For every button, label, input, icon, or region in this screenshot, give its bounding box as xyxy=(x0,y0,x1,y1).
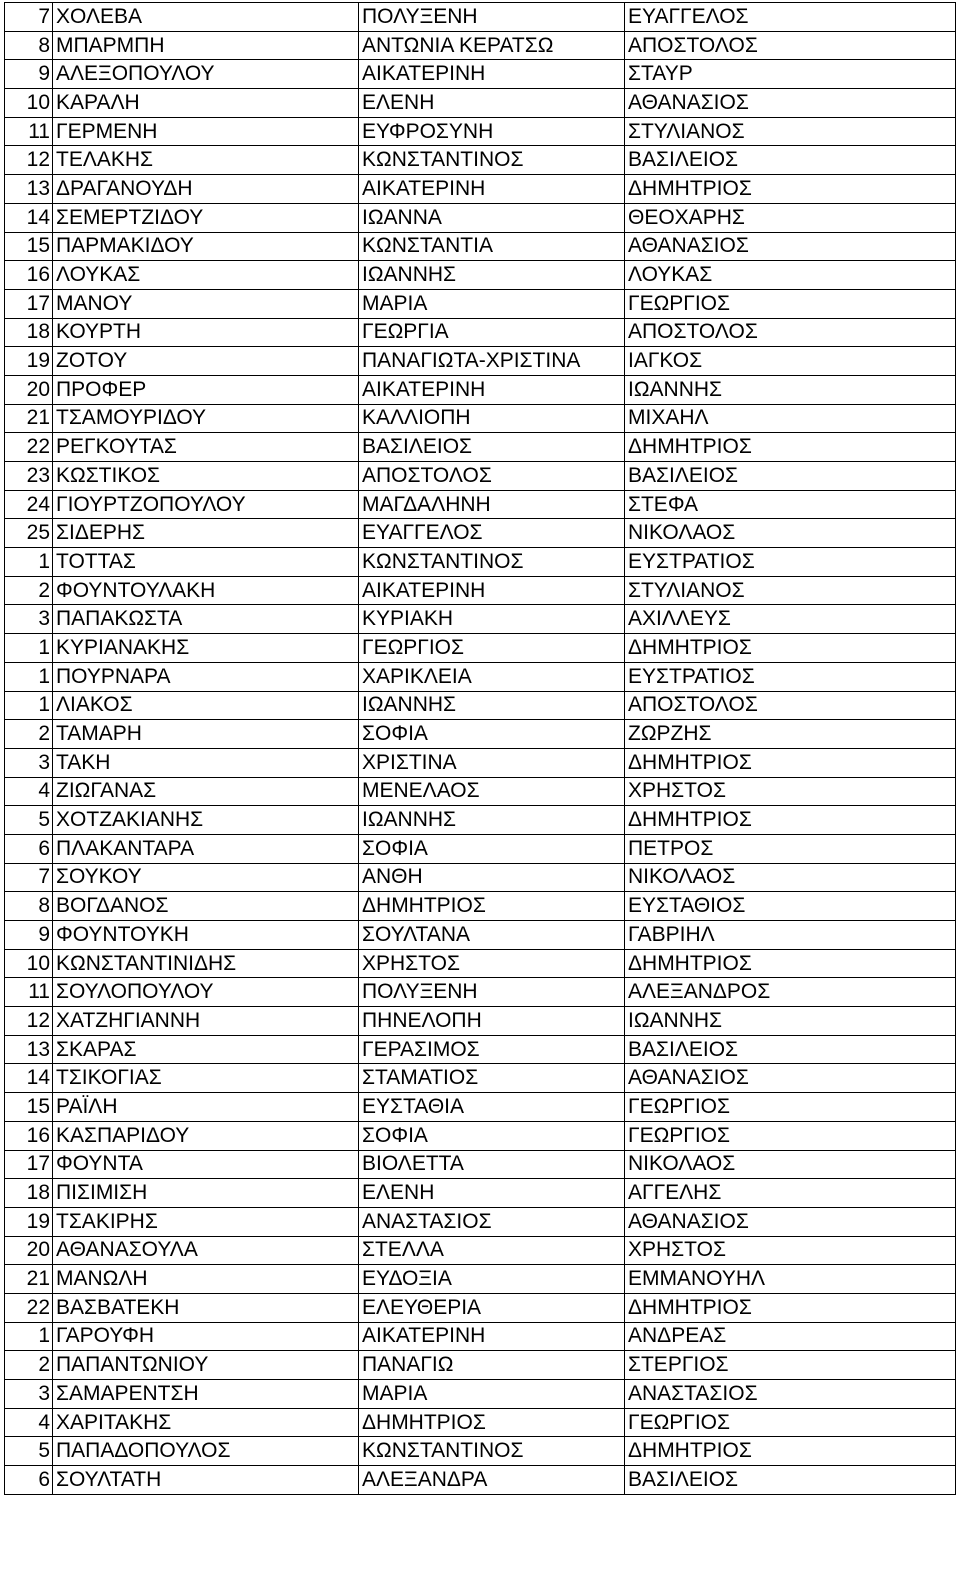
father-name-cell: ΔΗΜΗΤΡΙΟΣ xyxy=(625,949,956,978)
first-name-cell: ΙΩΑΝΝΗΣ xyxy=(359,261,625,290)
surname-cell: ΣΚΑΡΑΣ xyxy=(53,1035,359,1064)
surname-cell: ΠΡΟΦΕΡ xyxy=(53,375,359,404)
row-number-cell: 21 xyxy=(5,404,53,433)
surname-cell: ΚΩΝΣΤΑΝΤΙΝΙΔΗΣ xyxy=(53,949,359,978)
surname-cell: ΦΟΥΝΤΟΥΚΗ xyxy=(53,921,359,950)
table-row xyxy=(5,1064,956,1093)
father-name-cell: ΒΑΣΙΛΕΙΟΣ xyxy=(625,146,956,175)
table-row xyxy=(5,318,956,347)
surname-cell: ΣΟΥΛΤΑΤΗ xyxy=(53,1466,359,1495)
surname-cell: ΚΟΥΡΤΗ xyxy=(53,318,359,347)
row-number-cell: 2 xyxy=(5,576,53,605)
row-number-cell: 9 xyxy=(5,60,53,89)
first-name-cell: ΠΑΝΑΓΙΩΤΑ-ΧΡΙΣΤΙΝΑ xyxy=(359,347,625,376)
father-name-cell: ΣΤΑΥΡ xyxy=(625,60,956,89)
father-name-cell: ΑΓΓΕΛΗΣ xyxy=(625,1179,956,1208)
table-row xyxy=(5,289,956,318)
table-row xyxy=(5,1093,956,1122)
father-name-cell: ΕΥΑΓΓΕΛΟΣ xyxy=(625,3,956,32)
row-number-cell: 1 xyxy=(5,548,53,577)
table-row xyxy=(5,892,956,921)
row-number-cell: 16 xyxy=(5,261,53,290)
surname-cell: ΒΑΣΒΑΤΕΚΗ xyxy=(53,1293,359,1322)
father-name-cell: ΕΥΣΤΡΑΤΙΟΣ xyxy=(625,662,956,691)
first-name-cell: ΑΠΟΣΤΟΛΟΣ xyxy=(359,462,625,491)
table-row xyxy=(5,203,956,232)
table-row xyxy=(5,1293,956,1322)
row-number-cell: 4 xyxy=(5,1408,53,1437)
table-row xyxy=(5,347,956,376)
father-name-cell: ΣΤΥΛΙΑΝΟΣ xyxy=(625,576,956,605)
father-name-cell: ΑΘΑΝΑΣΙΟΣ xyxy=(625,232,956,261)
first-name-cell: ΣΟΦΙΑ xyxy=(359,1121,625,1150)
father-name-cell: ΑΝΑΣΤΑΣΙΟΣ xyxy=(625,1380,956,1409)
row-number-cell: 5 xyxy=(5,1437,53,1466)
first-name-cell: ΑΙΚΑΤΕΡΙΝΗ xyxy=(359,175,625,204)
row-number-cell: 13 xyxy=(5,1035,53,1064)
first-name-cell: ΓΕΩΡΓΙΑ xyxy=(359,318,625,347)
table-row xyxy=(5,1007,956,1036)
row-number-cell: 5 xyxy=(5,806,53,835)
first-name-cell: ΚΩΝΣΤΑΝΤΙΝΟΣ xyxy=(359,548,625,577)
table-row xyxy=(5,1322,956,1351)
father-name-cell: ΙΩΑΝΝΗΣ xyxy=(625,375,956,404)
surname-cell: ΦΟΥΝΤΑ xyxy=(53,1150,359,1179)
row-number-cell: 3 xyxy=(5,748,53,777)
father-name-cell: ΧΡΗΣΤΟΣ xyxy=(625,777,956,806)
row-number-cell: 21 xyxy=(5,1265,53,1294)
first-name-cell: ΠΟΛΥΞΕΝΗ xyxy=(359,3,625,32)
father-name-cell: ΓΑΒΡΙΗΛ xyxy=(625,921,956,950)
first-name-cell: ΜΑΡΙΑ xyxy=(359,1380,625,1409)
first-name-cell: ΕΛΕΝΗ xyxy=(359,1179,625,1208)
surname-cell: ΓΑΡΟΥΦΗ xyxy=(53,1322,359,1351)
father-name-cell: ΙΩΑΝΝΗΣ xyxy=(625,1007,956,1036)
table-row xyxy=(5,60,956,89)
surname-cell: ΔΡΑΓΑΝΟΥΔΗ xyxy=(53,175,359,204)
surname-cell: ΧΑΤΖΗΓΙΑΝΝΗ xyxy=(53,1007,359,1036)
father-name-cell: ΒΑΣΙΛΕΙΟΣ xyxy=(625,1466,956,1495)
father-name-cell: ΝΙΚΟΛΑΟΣ xyxy=(625,863,956,892)
table-row xyxy=(5,375,956,404)
row-number-cell: 14 xyxy=(5,1064,53,1093)
table-row xyxy=(5,146,956,175)
surname-cell: ΤΑΚΗ xyxy=(53,748,359,777)
first-name-cell: ΜΕΝΕΛΑΟΣ xyxy=(359,777,625,806)
table-row xyxy=(5,777,956,806)
father-name-cell: ΑΘΑΝΑΣΙΟΣ xyxy=(625,1207,956,1236)
surname-cell: ΤΕΛΑΚΗΣ xyxy=(53,146,359,175)
row-number-cell: 4 xyxy=(5,777,53,806)
row-number-cell: 1 xyxy=(5,634,53,663)
surname-cell: ΤΣΙΚΟΓΙΑΣ xyxy=(53,1064,359,1093)
first-name-cell: ΠΗΝΕΛΟΠΗ xyxy=(359,1007,625,1036)
father-name-cell: ΖΩΡΖΗΣ xyxy=(625,720,956,749)
table-row xyxy=(5,462,956,491)
surname-cell: ΣΑΜΑΡΕΝΤΣΗ xyxy=(53,1380,359,1409)
table-row xyxy=(5,261,956,290)
surname-cell: ΚΑΡΑΛΗ xyxy=(53,89,359,118)
row-number-cell: 23 xyxy=(5,462,53,491)
row-number-cell: 15 xyxy=(5,1093,53,1122)
surname-cell: ΜΠΑΡΜΠΗ xyxy=(53,31,359,60)
first-name-cell: ΓΕΡΑΣΙΜΟΣ xyxy=(359,1035,625,1064)
first-name-cell: ΑΙΚΑΤΕΡΙΝΗ xyxy=(359,60,625,89)
first-name-cell: ΙΩΑΝΝΑ xyxy=(359,203,625,232)
first-name-cell: ΜΑΡΙΑ xyxy=(359,289,625,318)
first-name-cell: ΧΑΡΙΚΛΕΙΑ xyxy=(359,662,625,691)
row-number-cell: 18 xyxy=(5,1179,53,1208)
table-row xyxy=(5,834,956,863)
table-row xyxy=(5,1265,956,1294)
father-name-cell: ΕΥΣΤΑΘΙΟΣ xyxy=(625,892,956,921)
first-name-cell: ΑΝΑΣΤΑΣΙΟΣ xyxy=(359,1207,625,1236)
father-name-cell: ΣΤΕΡΓΙΟΣ xyxy=(625,1351,956,1380)
names-table xyxy=(4,2,956,1495)
row-number-cell: 1 xyxy=(5,662,53,691)
first-name-cell: ΧΡΙΣΤΙΝΑ xyxy=(359,748,625,777)
surname-cell: ΡΑΪΛΗ xyxy=(53,1093,359,1122)
row-number-cell: 10 xyxy=(5,89,53,118)
surname-cell: ΓΙΟΥΡΤΖΟΠΟΥΛΟΥ xyxy=(53,490,359,519)
surname-cell: ΤΑΜΑΡΗ xyxy=(53,720,359,749)
row-number-cell: 17 xyxy=(5,289,53,318)
surname-cell: ΑΘΑΝΑΣΟΥΛΑ xyxy=(53,1236,359,1265)
father-name-cell: ΑΠΟΣΤΟΛΟΣ xyxy=(625,691,956,720)
table-row xyxy=(5,175,956,204)
father-name-cell: ΕΥΣΤΡΑΤΙΟΣ xyxy=(625,548,956,577)
table-row xyxy=(5,748,956,777)
surname-cell: ΠΙΣΙΜΙΣΗ xyxy=(53,1179,359,1208)
father-name-cell: ΓΕΩΡΓΙΟΣ xyxy=(625,1408,956,1437)
row-number-cell: 20 xyxy=(5,1236,53,1265)
table-row xyxy=(5,1121,956,1150)
table-row xyxy=(5,1207,956,1236)
father-name-cell: ΣΤΥΛΙΑΝΟΣ xyxy=(625,117,956,146)
surname-cell: ΣΟΥΛΟΠΟΥΛΟΥ xyxy=(53,978,359,1007)
father-name-cell: ΝΙΚΟΛΑΟΣ xyxy=(625,519,956,548)
father-name-cell: ΑΠΟΣΤΟΛΟΣ xyxy=(625,31,956,60)
father-name-cell: ΛΟΥΚΑΣ xyxy=(625,261,956,290)
row-number-cell: 7 xyxy=(5,863,53,892)
row-number-cell: 13 xyxy=(5,175,53,204)
row-number-cell: 11 xyxy=(5,117,53,146)
first-name-cell: ΕΥΑΓΓΕΛΟΣ xyxy=(359,519,625,548)
surname-cell: ΧΟΛΕΒΑ xyxy=(53,3,359,32)
first-name-cell: ΓΕΩΡΓΙΟΣ xyxy=(359,634,625,663)
father-name-cell: ΜΙΧΑΗΛ xyxy=(625,404,956,433)
father-name-cell: ΑΠΟΣΤΟΛΟΣ xyxy=(625,318,956,347)
first-name-cell: ΣΟΦΙΑ xyxy=(359,720,625,749)
row-number-cell: 12 xyxy=(5,146,53,175)
first-name-cell: ΔΗΜΗΤΡΙΟΣ xyxy=(359,892,625,921)
first-name-cell: ΠΟΛΥΞΕΝΗ xyxy=(359,978,625,1007)
first-name-cell: ΑΙΚΑΤΕΡΙΝΗ xyxy=(359,1322,625,1351)
first-name-cell: ΕΛΕΥΘΕΡΙΑ xyxy=(359,1293,625,1322)
table-row xyxy=(5,1380,956,1409)
row-number-cell: 2 xyxy=(5,1351,53,1380)
father-name-cell: ΒΑΣΙΛΕΙΟΣ xyxy=(625,1035,956,1064)
table-row xyxy=(5,1351,956,1380)
father-name-cell: ΣΤΕΦΑ xyxy=(625,490,956,519)
father-name-cell: ΓΕΩΡΓΙΟΣ xyxy=(625,1093,956,1122)
table-row xyxy=(5,1035,956,1064)
first-name-cell: ΠΑΝΑΓΙΩ xyxy=(359,1351,625,1380)
row-number-cell: 10 xyxy=(5,949,53,978)
row-number-cell: 6 xyxy=(5,1466,53,1495)
row-number-cell: 18 xyxy=(5,318,53,347)
father-name-cell: ΔΗΜΗΤΡΙΟΣ xyxy=(625,1293,956,1322)
row-number-cell: 17 xyxy=(5,1150,53,1179)
first-name-cell: ΜΑΓΔΑΛΗΝΗ xyxy=(359,490,625,519)
table-row xyxy=(5,1179,956,1208)
table-row xyxy=(5,548,956,577)
first-name-cell: ΣΟΥΛΤΑΝΑ xyxy=(359,921,625,950)
table-row xyxy=(5,1150,956,1179)
table-row xyxy=(5,605,956,634)
table-row xyxy=(5,433,956,462)
first-name-cell: ΕΥΦΡΟΣΥΝΗ xyxy=(359,117,625,146)
first-name-cell: ΚΥΡΙΑΚΗ xyxy=(359,605,625,634)
father-name-cell: ΧΡΗΣΤΟΣ xyxy=(625,1236,956,1265)
surname-cell: ΚΑΣΠΑΡΙΔΟΥ xyxy=(53,1121,359,1150)
father-name-cell: ΔΗΜΗΤΡΙΟΣ xyxy=(625,433,956,462)
row-number-cell: 22 xyxy=(5,1293,53,1322)
father-name-cell: ΔΗΜΗΤΡΙΟΣ xyxy=(625,806,956,835)
first-name-cell: ΕΥΣΤΑΘΙΑ xyxy=(359,1093,625,1122)
father-name-cell: ΘΕΟΧΑΡΗΣ xyxy=(625,203,956,232)
first-name-cell: ΒΙΟΛΕΤΤΑ xyxy=(359,1150,625,1179)
surname-cell: ΣΟΥΚΟΥ xyxy=(53,863,359,892)
first-name-cell: ΙΩΑΝΝΗΣ xyxy=(359,691,625,720)
row-number-cell: 1 xyxy=(5,691,53,720)
table-row xyxy=(5,978,956,1007)
father-name-cell: ΓΕΩΡΓΙΟΣ xyxy=(625,1121,956,1150)
first-name-cell: ΚΩΝΣΤΑΝΤΙΝΟΣ xyxy=(359,1437,625,1466)
father-name-cell: ΙΑΓΚΟΣ xyxy=(625,347,956,376)
surname-cell: ΠΟΥΡΝΑΡΑ xyxy=(53,662,359,691)
table-row xyxy=(5,1466,956,1495)
surname-cell: ΠΛΑΚΑΝΤΑΡΑ xyxy=(53,834,359,863)
surname-cell: ΠΑΡΜΑΚΙΔΟΥ xyxy=(53,232,359,261)
first-name-cell: ΑΝΘΗ xyxy=(359,863,625,892)
father-name-cell: ΔΗΜΗΤΡΙΟΣ xyxy=(625,634,956,663)
table-row xyxy=(5,404,956,433)
first-name-cell: ΕΥΔΟΞΙΑ xyxy=(359,1265,625,1294)
row-number-cell: 22 xyxy=(5,433,53,462)
father-name-cell: ΓΕΩΡΓΙΟΣ xyxy=(625,289,956,318)
surname-cell: ΖΙΩΓΑΝΑΣ xyxy=(53,777,359,806)
table-row xyxy=(5,1408,956,1437)
table-row xyxy=(5,1236,956,1265)
surname-cell: ΖΟΤΟΥ xyxy=(53,347,359,376)
table-row xyxy=(5,863,956,892)
row-number-cell: 19 xyxy=(5,1207,53,1236)
father-name-cell: ΑΛΕΞΑΝΔΡΟΣ xyxy=(625,978,956,1007)
first-name-cell: ΧΡΗΣΤΟΣ xyxy=(359,949,625,978)
row-number-cell: 25 xyxy=(5,519,53,548)
row-number-cell: 8 xyxy=(5,892,53,921)
surname-cell: ΓΕΡΜΕΝΗ xyxy=(53,117,359,146)
father-name-cell: ΑΘΑΝΑΣΙΟΣ xyxy=(625,1064,956,1093)
first-name-cell: ΚΑΛΛΙΟΠΗ xyxy=(359,404,625,433)
surname-cell: ΑΛΕΞΟΠΟΥΛΟΥ xyxy=(53,60,359,89)
first-name-cell: ΑΛΕΞΑΝΔΡΑ xyxy=(359,1466,625,1495)
father-name-cell: ΑΘΑΝΑΣΙΟΣ xyxy=(625,89,956,118)
row-number-cell: 8 xyxy=(5,31,53,60)
surname-cell: ΦΟΥΝΤΟΥΛΑΚΗ xyxy=(53,576,359,605)
row-number-cell: 19 xyxy=(5,347,53,376)
table-row xyxy=(5,691,956,720)
father-name-cell: ΑΧΙΛΛΕΥΣ xyxy=(625,605,956,634)
surname-cell: ΤΣΑΚΙΡΗΣ xyxy=(53,1207,359,1236)
surname-cell: ΡΕΓΚΟΥΤΑΣ xyxy=(53,433,359,462)
surname-cell: ΛΟΥΚΑΣ xyxy=(53,261,359,290)
father-name-cell: ΕΜΜΑΝΟΥΗΛ xyxy=(625,1265,956,1294)
first-name-cell: ΒΑΣΙΛΕΙΟΣ xyxy=(359,433,625,462)
first-name-cell: ΣΤΕΛΛΑ xyxy=(359,1236,625,1265)
surname-cell: ΜΑΝΟΥ xyxy=(53,289,359,318)
table-row xyxy=(5,3,956,32)
table-row xyxy=(5,31,956,60)
surname-cell: ΧΟΤΖΑΚΙΑΝΗΣ xyxy=(53,806,359,835)
surname-cell: ΣΙΔΕΡΗΣ xyxy=(53,519,359,548)
first-name-cell: ΔΗΜΗΤΡΙΟΣ xyxy=(359,1408,625,1437)
father-name-cell: ΑΝΔΡΕΑΣ xyxy=(625,1322,956,1351)
row-number-cell: 6 xyxy=(5,834,53,863)
surname-cell: ΠΑΠΑΚΩΣΤΑ xyxy=(53,605,359,634)
table-row xyxy=(5,89,956,118)
first-name-cell: ΕΛΕΝΗ xyxy=(359,89,625,118)
row-number-cell: 2 xyxy=(5,720,53,749)
row-number-cell: 12 xyxy=(5,1007,53,1036)
table-row xyxy=(5,921,956,950)
surname-cell: ΛΙΑΚΟΣ xyxy=(53,691,359,720)
names-table-body xyxy=(5,3,956,1495)
row-number-cell: 20 xyxy=(5,375,53,404)
first-name-cell: ΑΝΤΩΝΙΑ ΚΕΡΑΤΣΩ xyxy=(359,31,625,60)
surname-cell: ΧΑΡΙΤΑΚΗΣ xyxy=(53,1408,359,1437)
father-name-cell: ΔΗΜΗΤΡΙΟΣ xyxy=(625,175,956,204)
row-number-cell: 14 xyxy=(5,203,53,232)
table-row xyxy=(5,490,956,519)
first-name-cell: ΚΩΝΣΤΑΝΤΙΝΟΣ xyxy=(359,146,625,175)
surname-cell: ΤΣΑΜΟΥΡΙΔΟΥ xyxy=(53,404,359,433)
row-number-cell: 1 xyxy=(5,1322,53,1351)
surname-cell: ΠΑΠΑΔΟΠΟΥΛΟΣ xyxy=(53,1437,359,1466)
row-number-cell: 7 xyxy=(5,3,53,32)
row-number-cell: 16 xyxy=(5,1121,53,1150)
row-number-cell: 11 xyxy=(5,978,53,1007)
father-name-cell: ΒΑΣΙΛΕΙΟΣ xyxy=(625,462,956,491)
row-number-cell: 9 xyxy=(5,921,53,950)
row-number-cell: 24 xyxy=(5,490,53,519)
surname-cell: ΣΕΜΕΡΤΖΙΔΟΥ xyxy=(53,203,359,232)
surname-cell: ΒΟΓΔΑΝΟΣ xyxy=(53,892,359,921)
row-number-cell: 15 xyxy=(5,232,53,261)
surname-cell: ΠΑΠΑΝΤΩΝΙΟΥ xyxy=(53,1351,359,1380)
father-name-cell: ΠΕΤΡΟΣ xyxy=(625,834,956,863)
first-name-cell: ΣΤΑΜΑΤΙΟΣ xyxy=(359,1064,625,1093)
first-name-cell: ΣΟΦΙΑ xyxy=(359,834,625,863)
surname-cell: ΜΑΝΩΛΗ xyxy=(53,1265,359,1294)
table-row xyxy=(5,576,956,605)
father-name-cell: ΝΙΚΟΛΑΟΣ xyxy=(625,1150,956,1179)
father-name-cell: ΔΗΜΗΤΡΙΟΣ xyxy=(625,1437,956,1466)
table-row xyxy=(5,806,956,835)
row-number-cell: 3 xyxy=(5,1380,53,1409)
table-row xyxy=(5,1437,956,1466)
first-name-cell: ΙΩΑΝΝΗΣ xyxy=(359,806,625,835)
table-row xyxy=(5,117,956,146)
first-name-cell: ΚΩΝΣΤΑΝΤΙΑ xyxy=(359,232,625,261)
table-row xyxy=(5,519,956,548)
table-row xyxy=(5,662,956,691)
surname-cell: ΤΟΤΤΑΣ xyxy=(53,548,359,577)
first-name-cell: ΑΙΚΑΤΕΡΙΝΗ xyxy=(359,576,625,605)
table-row xyxy=(5,634,956,663)
table-row xyxy=(5,949,956,978)
row-number-cell: 3 xyxy=(5,605,53,634)
first-name-cell: ΑΙΚΑΤΕΡΙΝΗ xyxy=(359,375,625,404)
surname-cell: ΚΥΡΙΑΝΑΚΗΣ xyxy=(53,634,359,663)
father-name-cell: ΔΗΜΗΤΡΙΟΣ xyxy=(625,748,956,777)
table-row xyxy=(5,720,956,749)
surname-cell: ΚΩΣΤΙΚΟΣ xyxy=(53,462,359,491)
table-row xyxy=(5,232,956,261)
